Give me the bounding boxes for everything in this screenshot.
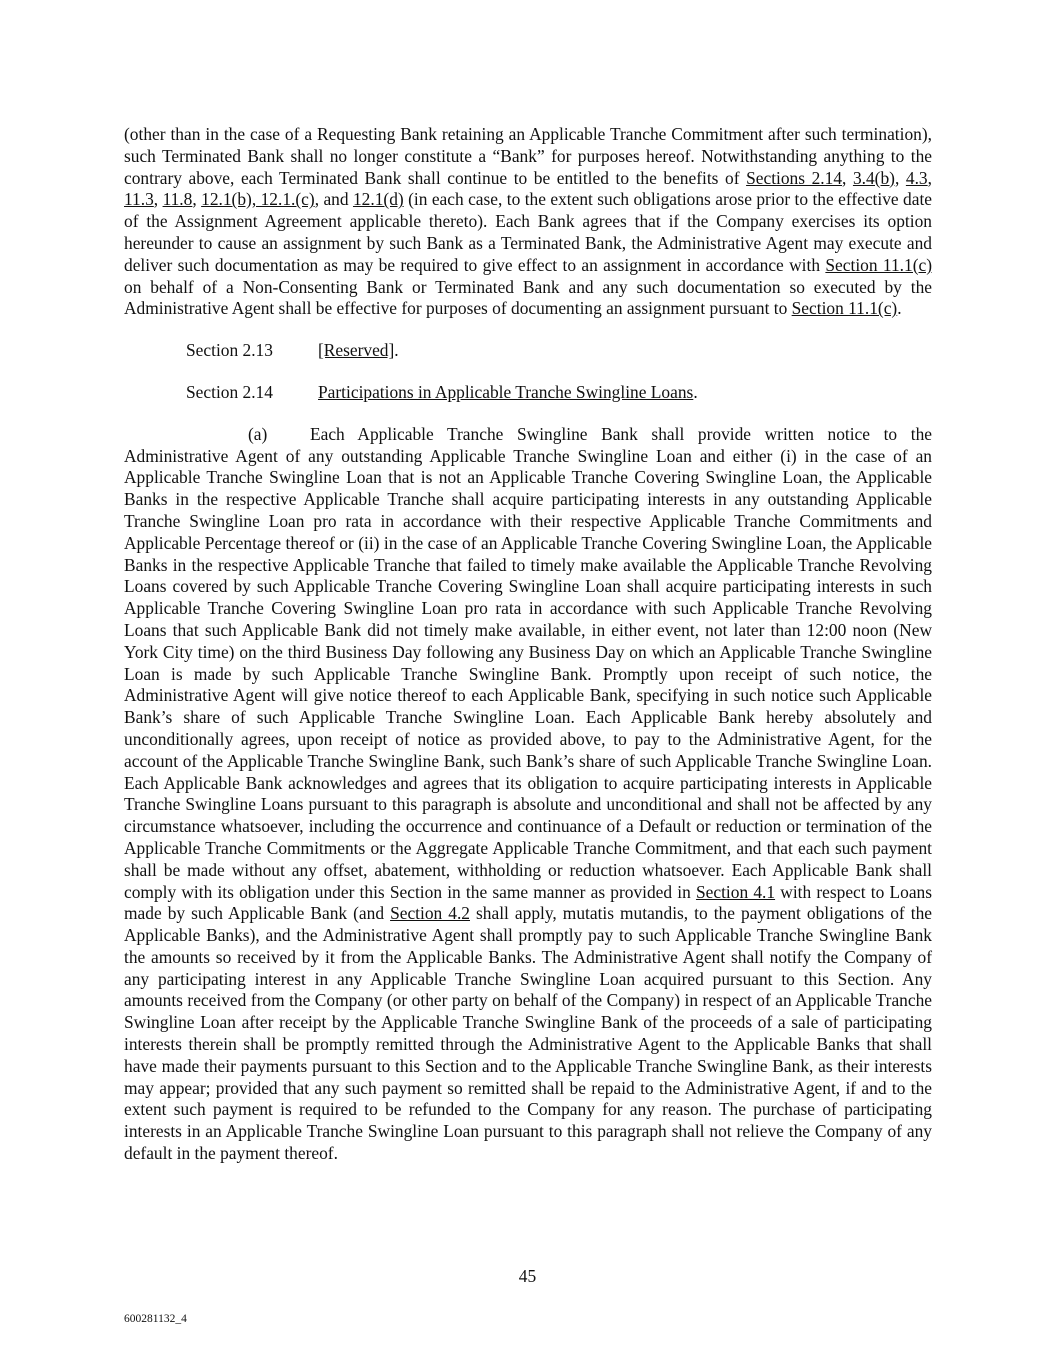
text-run: on behalf of a Non-Consenting Bank or Terminated Bank and any such documentation so executed by the Administrative Agent shall be effective for purposes of documenting an assignment pursuant to: [124, 276, 932, 319]
section-reference: Section 4.1: [695, 881, 776, 902]
section-reference: Section 4.2: [390, 903, 470, 924]
section-reference: 12.1(b), 12.1.(c): [201, 189, 315, 210]
page-number: 45: [518, 1266, 537, 1286]
document-body: [124, 124, 932, 1165]
section-number: Section 2.13: [186, 340, 273, 361]
section-reference: 3.4(b): [852, 167, 895, 188]
section-reference: 4.3: [905, 167, 928, 188]
section-heading-2-13: Section 2.13 [Reserved].: [186, 340, 399, 361]
section-title: [Reserved]: [318, 340, 395, 361]
paragraph-continuation: (other than in the case of a Requesting Bank retaining an Applicable Tranche Commitment after such termination), such Terminated Bank shall no longer constitute a “Bank” for purposes hereof. Notwithstanding anything to the contrary above, each Terminated Bank shall continue to be entitled to the benefits of Sections 2.14, 3.4(b), 4.3, 11.3, 11.8, 12.1(b), 12.1.(c), and 12.1(d) (in each case, to the extent such obligations arose prior to the effective date of the Assignment Agreement applicable thereto). Each Bank agrees that if the Company exercises its option hereunder to cause an assignment by such Bank as a Terminated Bank, the Administrative Agent may execute and deliver such documentation as may be required to give effect to an assignment in accordance with Section 11.1(c) on behalf of a Non-Consenting Bank or Terminated Bank and any such documentation so executed by the Administrative Agent shall be effective for purposes of documenting an assignment pursuant to Section 11.1(c).: [124, 124, 933, 319]
section-reference: 11.3: [124, 189, 154, 210]
text-run: shall apply, mutatis mutandis, to the payment obligations of the Applicable Banks), and the Administrative Agent shall promptly pay to such Applicable Tranche Swingline Bank the amounts so received by it from the Applicable Banks. The Administrative Agent shall notify the Company of any participating interest in any Applicable Tranche Swingline Loan acquired pursuant to this Section. Any amounts received from the Company (or other party on behalf of the Company) in respect of an Applicable Tranche Swingline Loan after receipt by the Applicable Tranche Swingline Bank of the proceeds of a sale of participating interests therein shall be promptly remitted through the Administrative Agent to the Applicable Banks that shall have made their payments pursuant to this Section and to the Applicable Tranche Swingline Bank, as their interests may appear; provided that any such payment so remitted shall be repaid to the Administrative Agent, if and to the extent such payment is required to be refunded to the Company for any reason. The purchase of participating interests in an Applicable Tranche Swingline Loan pursuant to this paragraph shall not relieve the Company of any default in the payment thereof.: [124, 903, 932, 1164]
text-run: (other than in the case of a Requesting Bank retaining an Applicable Tranche Commitment after such termination), such Terminated Bank shall no longer constitute a “Bank” for purposes hereof. Notwithstanding anything to the contrary above, each Terminated Bank shall continue to be entitled to the benefits of: [124, 124, 932, 188]
section-reference: Sections 2.14: [746, 167, 843, 188]
section-reference: Section 11.1(c): [825, 254, 932, 275]
section-number: Section 2.14: [186, 381, 273, 402]
text-run: Each Applicable Tranche Swingline Bank shall provide written notice to the Administrative Agent of any outstanding Applicable Tranche Swingline Loan and either (i) in the case of an Applicable Tranche Swingline Loan that is not an Applicable Tranche Covering Swingline Loan, the Applicable Banks in the respective Applicable Tranche shall acquire participating interests in any outstanding Applicable Tranche Swingline Loan pro rata in accordance with their respective Applicable Tranche Commitments and Applicable Percentage thereof or (ii) in the case of an Applicable Tranche Covering Swingline Loan, the Applicable Banks in the respective Applicable Tranche that failed to timely make available the Applicable Tranche Revolving Loans covered by such Applicable Tranche Covering Swingline Loan shall acquire participating interests in such Applicable Tranche Covering Swingline Loan pro rata in accordance with such Applicable Tranche Revolving Loans that such Applicable Bank did not timely make available, in either event, not later than 12:00 noon (New York City time) on the third Business Day following any Business Day on which an Applicable Tranche Swingline Loan is made by such Applicable Tranche Swingline Bank. Promptly upon receipt of such notice, the Administrative Agent will give notice thereof to each Applicable Bank, specifying in such notice such Applicable Bank’s share of such Applicable Tranche Swingline Loan. Each Applicable Bank hereby absolutely and unconditionally agrees, upon receipt of notice as provided above, to pay to the Administrative Agent, for the account of the Applicable Tranche Swingline Bank, such Bank’s share of such Applicable Tranche Swingline Loan. Each Applicable Bank acknowledges and agrees that its obligation to acquire participating interests in Applicable Tranche Swingline Loans pursuant to this paragraph is absolute and unconditional and shall not be affected by any circumstance whatsoever, including the occurrence and continuance of a Default or reduction or termination of the Applicable Tranche Commitments or the Aggregate Applicable Tranche Commitment, and that each such payment shall be made without any offset, abatement, withholding or reduction whatsoever. Each Applicable Bank shall comply with its obligation under this Section in the same manner as provided in: [124, 423, 932, 902]
section-title: Participations in Applicable Tranche Swingline Loans: [318, 381, 694, 402]
section-reference: 11.8: [162, 189, 193, 210]
text-run: with respect to Loans made by such Applicable Bank (and: [124, 881, 933, 924]
section-heading-2-14: Section 2.14 Participations in Applicable Tranche Swingline Loans.: [186, 381, 698, 402]
subsection-a: [124, 424, 932, 1165]
text-run: (in each case, to the extent such obligations arose prior to the effective date of the Assignment Agreement applicable thereto). Each Bank agrees that if the Company exercises its option hereunder to cause an assignment by such Bank as a Terminated Bank, the Administrative Agent may execute and deliver such documentation as may be required to give effect to an assignment in accordance with: [124, 189, 933, 275]
document-id: 600281132_4: [124, 1313, 187, 1325]
section-reference: Section 11.1(c): [791, 298, 898, 319]
subsection-label: (a): [248, 423, 268, 444]
section-reference: 12.1(d): [352, 189, 404, 210]
